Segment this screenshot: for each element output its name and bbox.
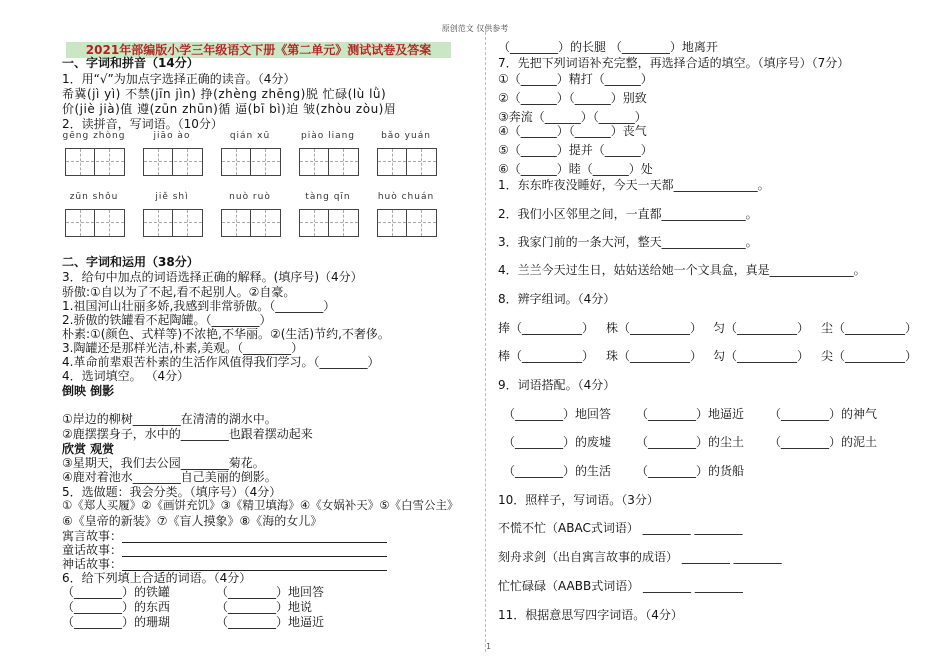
q4-sentence-a: ①岸边的柳树________在清清的湖水中。	[62, 412, 277, 426]
writing-grid[interactable]	[377, 209, 437, 237]
q8-item: 株（__________）	[606, 321, 703, 335]
q6-item: （________）的铁罐	[62, 585, 171, 599]
q3-sentence-3: 3.陶罐还是那样光洁,朴素,美观。（________）	[62, 341, 304, 355]
q6-continued-line: （________）的长腿 （________）地离开	[498, 40, 718, 54]
writing-grid[interactable]	[377, 148, 437, 176]
q5-myth-row	[62, 557, 387, 571]
writing-grid[interactable]	[299, 148, 359, 176]
pinyin-label: tàng qīn	[305, 192, 351, 202]
q7-item: ③奔流（______）（______）	[498, 110, 647, 124]
column-divider	[485, 32, 487, 652]
q3-definition-1: 骄傲:①自以为了不起,看不起别人。②自豪。	[62, 285, 296, 299]
writing-grid[interactable]	[143, 148, 203, 176]
q6-prompt: 6．给下列填上合适的词语。（4分）	[62, 571, 252, 585]
q8-item: 勾（__________）	[713, 349, 810, 363]
q3-sentence-1: 1.祖国河山壮丽多娇,我感到非常骄傲。（________）	[62, 299, 336, 313]
q5-prompt: 5．选做题：我会分类。（填序号）（4分）	[62, 485, 282, 499]
pinyin-label: bǎo yuán	[381, 131, 431, 141]
q7-sentence: 4．兰兰今天过生日，姑姑送给她一个文具盒，真是______________。	[498, 263, 866, 277]
q3-sentence-4: 4.革命前辈艰苦朴素的生活作风值得我们学习。（________）	[62, 355, 380, 369]
q5-fairy-tale-row	[62, 543, 387, 557]
pinyin-label: qián xū	[229, 131, 271, 141]
q6-item: （________）的东西	[62, 600, 171, 614]
category-label: 寓言故事：	[62, 529, 123, 543]
q4-word-choice-2: 欣赏 观赏	[62, 442, 115, 456]
q7-sentence: 1．东东昨夜没睡好，今天一天都______________。	[498, 178, 770, 192]
pinyin-label: huò chuán	[377, 192, 435, 202]
q7-sentence: 3．我家门前的一条大河，整天______________。	[498, 235, 758, 249]
writing-grid[interactable]	[65, 209, 125, 237]
q6-item: （________）的珊瑚	[62, 615, 171, 629]
q8-item: 捧（__________）	[498, 321, 595, 335]
q8-item: 珠（__________）	[606, 349, 703, 363]
q9-item: （________）的尘土	[636, 435, 745, 449]
q3-definition-2: 朴素:①(颜色、式样等)不浓艳,不华丽。②(生活)节约,不奢侈。	[62, 327, 390, 341]
q10-prompt: 10．照样子，写词语。（3分）	[498, 493, 659, 507]
q7-item: ⑤（______）提并（______）	[498, 143, 653, 157]
q1-prompt: 1．用“√”为加点字选择正确的读音。（4分）	[62, 72, 296, 86]
q6-item: （________）地说	[216, 600, 313, 614]
q9-item: （________）地回答	[503, 407, 612, 421]
pinyin-label: nuò ruò	[229, 192, 271, 202]
pinyin-label: jiě shì	[155, 192, 189, 202]
q3-sentence-2: 2.骄傲的铁罐看不起陶罐。（________）	[62, 313, 272, 327]
q7-sentence: 2．我们小区邻里之间，一直都______________。	[498, 207, 758, 221]
q8-item: 尘（__________）	[821, 321, 918, 335]
q9-item: （________）的泥土	[769, 435, 878, 449]
q4-word-choice-1: 倒映 倒影	[62, 384, 115, 398]
writing-grid[interactable]	[65, 148, 125, 176]
q7-prompt: 7．先把下列词语补充完整，再选择合适的填空。（填序号）（7分）	[498, 56, 850, 70]
writing-grid[interactable]	[221, 148, 281, 176]
q5-fable-row	[62, 529, 387, 543]
q4-sentence-d: ④鹿对着池水________自己美丽的倒影。	[62, 470, 277, 484]
q5-options-2: ⑥《皇帝的新装》⑦《盲人摸象》⑧《海的女儿》	[62, 514, 323, 528]
page-number: 1	[486, 642, 492, 651]
q7-item: ②（______）（______）别致	[498, 91, 647, 105]
pinyin-label: gēng zhòng	[62, 131, 126, 141]
q5-options-1: ①《郑人买履》②《画饼充饥》③《精卫填海》④《女娲补天》⑤《白雪公主》	[62, 498, 459, 512]
q9-item: （________）的生活	[503, 464, 612, 478]
q9-prompt: 9．词语搭配。（4分）	[498, 378, 616, 392]
q9-item: （________）地逼近	[636, 407, 745, 421]
q4-sentence-b: ②鹿摆摆身子，水中的________也跟着摆动起来	[62, 427, 313, 441]
q6-item: （________）地逼近	[216, 615, 325, 629]
q1-line-2: 价(jiè jià)值 遵(zūn zhūn)循 逼(bī bì)迫 皱(zhòu zòu)眉	[62, 102, 397, 116]
q4-sentence-c: ③星期天，我们去公园________菊花。	[62, 456, 265, 470]
section-2-heading: 二、字词和运用（38分）	[62, 255, 199, 269]
q7-item: ⑥（______）睦（______）处	[498, 162, 653, 176]
q11-prompt: 11．根据意思写四字词语。（4分）	[498, 608, 683, 622]
q1-line-1: 希冀(jì yì) 不禁(jīn jìn) 挣(zhèng zhēng)脱 忙碌(lù lǜ)	[62, 87, 387, 101]
pinyin-label: piào liang	[300, 131, 356, 141]
q10-item: 不慌不忙（ABAC式词语） ________ ________	[498, 521, 743, 535]
q6-item: （________）地回答	[216, 585, 325, 599]
q10-item: 刻舟求剑（出自寓言故事的成语） ________ ________	[498, 550, 782, 564]
q8-item: 棒（__________）	[498, 349, 595, 363]
q8-prompt: 8．辨字组词。（4分）	[498, 292, 616, 306]
q3-prompt: 3．给句中加点的词语选择正确的解释。(填序号)（4分）	[62, 270, 363, 284]
q9-item: （________）的废墟	[503, 435, 612, 449]
pinyin-label: zūn shǒu	[69, 192, 119, 202]
header-note: 原创范文 仅供参考	[441, 24, 509, 33]
q8-item: 尖（__________）	[821, 349, 918, 363]
q4-prompt: 4．选词填空。 （4分）	[62, 369, 190, 383]
q10-item: 忙忙碌碌（AABB式词语） ________ ________	[498, 579, 743, 593]
writing-grid[interactable]	[299, 209, 359, 237]
exam-title: 2021年部编版小学三年级语文下册《第二单元》测试试卷及答案	[66, 42, 451, 58]
writing-grid[interactable]	[221, 209, 281, 237]
section-1-heading: 一、字词和拼音（14分）	[62, 56, 199, 70]
q2-prompt: 2．读拼音，写词语。（10分）	[62, 117, 223, 131]
q9-item: （________）的神气	[769, 407, 878, 421]
writing-grid[interactable]	[143, 209, 203, 237]
q8-item: 匀（__________）	[713, 321, 810, 335]
q7-item: ①（______）精打（______）	[498, 72, 653, 86]
pinyin-label: jiāo ào	[153, 131, 191, 141]
category-label: 神话故事：	[62, 557, 123, 571]
q9-item: （________）的货船	[636, 464, 745, 478]
q7-item: ④（______）（______）丧气	[498, 124, 647, 138]
category-label: 童话故事：	[62, 543, 123, 557]
